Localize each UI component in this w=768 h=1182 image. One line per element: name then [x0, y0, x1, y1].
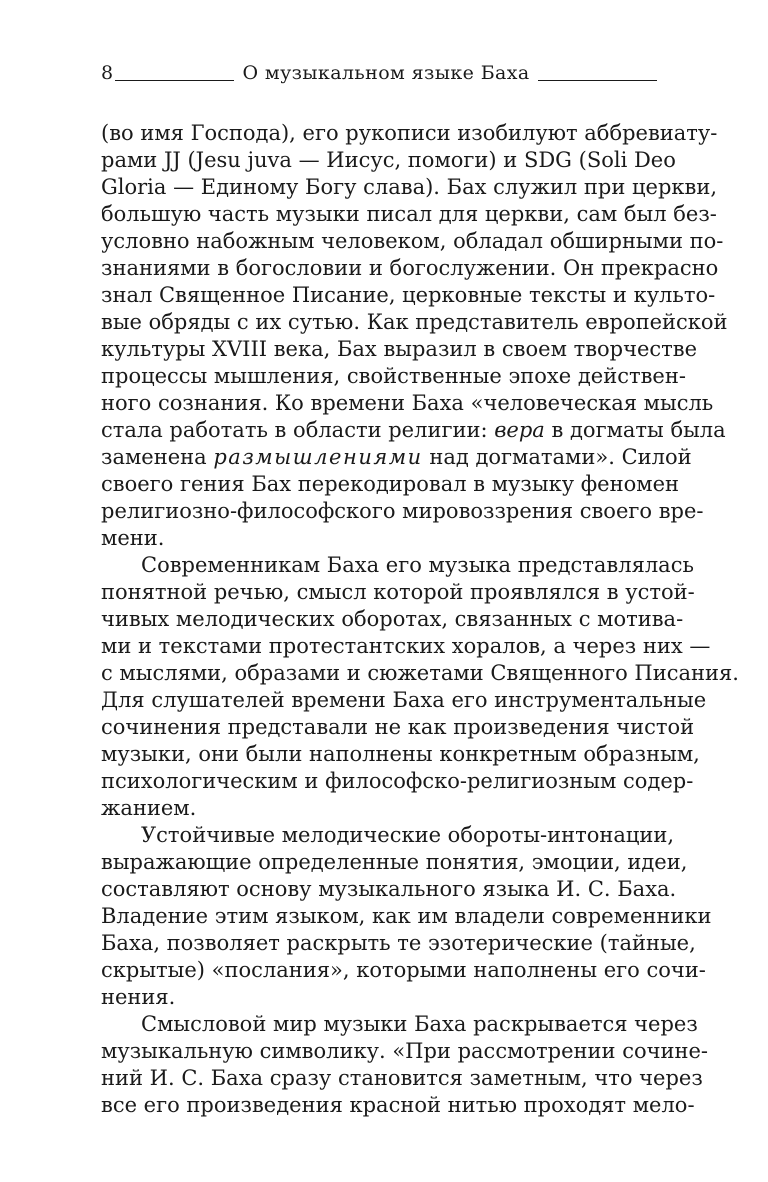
text-line: [101, 255, 719, 282]
text-line: [101, 579, 695, 606]
text-line: [101, 849, 688, 876]
text-run: Баха, позволяет раскрыть те эзотерические (тайные,: [101, 931, 696, 955]
text-run: составляют основу музыкального языка И. С. Баха.: [101, 877, 677, 901]
text-run: рами JJ (Jesu juva — Иисус, помоги) и SDG (Soli Deo: [101, 148, 676, 172]
text-line: [101, 741, 700, 768]
page-number: 8: [101, 62, 114, 84]
running-head: [101, 58, 657, 84]
text-line: [101, 444, 692, 471]
text-line: [101, 120, 718, 147]
text-line: [101, 552, 694, 579]
text-line: [101, 660, 739, 687]
italic-emphasis: вера: [494, 418, 545, 442]
header-rule-right: [538, 80, 657, 81]
text-run: нения.: [101, 985, 176, 1009]
text-run: выражающие определенные понятия, эмоции, идеи,: [101, 850, 688, 874]
text-run: Владение этим языком, как им владели современники: [101, 904, 712, 928]
text-line: [101, 822, 675, 849]
italic-emphasis: размышлениями: [213, 445, 423, 469]
text-line: [101, 390, 714, 417]
text-line: [101, 1011, 698, 1038]
text-line: [101, 606, 684, 633]
text-run: с мыслями, образами и сюжетами Священного Писания.: [101, 661, 739, 685]
text-run: скрытые) «послания», которыми наполнены его сочи-: [101, 958, 706, 982]
text-line: [101, 525, 671, 552]
text-line: [101, 633, 711, 660]
text-line: [101, 363, 686, 390]
text-line: [101, 1038, 709, 1065]
text-line: [101, 498, 704, 525]
text-run: ний И. С. Баха сразу становится заметным, что через: [101, 1066, 703, 1090]
text-run: психологическим и философско-религиозным содер-: [101, 769, 694, 793]
text-run: большую часть музыки писал для церкви, сам был без-: [101, 202, 717, 226]
text-run: знаниями в богословии и богослужении. Он прекрасно: [101, 256, 719, 280]
text-line: [101, 228, 724, 255]
text-line: [101, 147, 676, 174]
text-run: знал Священное Писание, церковные тексты и культо-: [101, 283, 716, 307]
text-line: [101, 957, 706, 984]
text-run: в догматы была: [544, 418, 726, 442]
text-run: религиозно-философского мировоззрения своего вре-: [101, 499, 704, 523]
paragraph: [101, 1011, 709, 1119]
text-line: [101, 201, 717, 228]
paragraph: [101, 120, 728, 552]
text-run: культуры XVIII века, Бах выразил в своем творчестве: [101, 337, 698, 361]
text-line: [101, 876, 677, 903]
text-run: понятной речью, смысл которой проявлялся в устой-: [101, 580, 695, 604]
text-run: мени.: [101, 526, 165, 550]
header-rule-left: [115, 80, 234, 81]
text-line: [101, 282, 716, 309]
text-line: [101, 903, 712, 930]
text-line: [101, 930, 696, 957]
text-run: (во имя Господа), его рукописи изобилуют аббревиату-: [101, 121, 718, 145]
text-run: процессы мышления, свойственные эпохе действен-: [101, 364, 686, 388]
text-run: заменена: [101, 445, 214, 469]
text-line: [101, 714, 695, 741]
running-title: О музыкальном языке Баха: [242, 62, 530, 84]
text-run: музыки, они были наполнены конкретным образным,: [101, 742, 700, 766]
text-line: [101, 336, 698, 363]
text-run: Gloria — Единому Богу слава). Бах служил при церкви,: [101, 175, 718, 199]
text-run: Для слушателей времени Баха его инструментальные: [101, 688, 707, 712]
text-run: музыкальную символику. «При рассмотрении сочине-: [101, 1039, 709, 1063]
text-line: [101, 174, 718, 201]
text-run: стала работать в области религии:: [101, 418, 495, 442]
text-line: [101, 687, 707, 714]
text-run: сочинения представали не как произведения чистой: [101, 715, 695, 739]
text-line: [101, 1092, 695, 1119]
text-line: [101, 471, 680, 498]
text-run: Современникам Баха его музыка представлялась: [141, 553, 694, 577]
text-run: Смысловой мир музыки Баха раскрывается через: [141, 1012, 698, 1036]
text-run: своего гения Бах перекодировал в музыку феномен: [101, 472, 680, 496]
text-run: над догматами». Силой: [422, 445, 692, 469]
paragraph: [101, 822, 712, 1011]
text-run: все его произведения красной нитью проходят мело-: [101, 1093, 695, 1117]
text-run: Устойчивые мелодические обороты-интонации,: [141, 823, 675, 847]
text-line: [101, 1065, 703, 1092]
text-run: жанием.: [101, 796, 197, 820]
body-text: [101, 120, 739, 1119]
text-run: чивых мелодических оборотах, связанных с мотива-: [101, 607, 684, 631]
text-run: ми и текстами протестантских хоралов, а через них —: [101, 634, 711, 658]
text-line: [101, 768, 694, 795]
text-line: [101, 795, 671, 822]
text-run: вые обряды с их сутью. Как представитель европейской: [101, 310, 728, 334]
text-line: [101, 417, 726, 444]
paragraph: [101, 552, 739, 822]
text-run: ного сознания. Ко времени Баха «человеческая мысль: [101, 391, 714, 415]
text-line: [101, 309, 728, 336]
text-line: [101, 984, 671, 1011]
text-run: условно набожным человеком, обладал обширными по-: [101, 229, 724, 253]
